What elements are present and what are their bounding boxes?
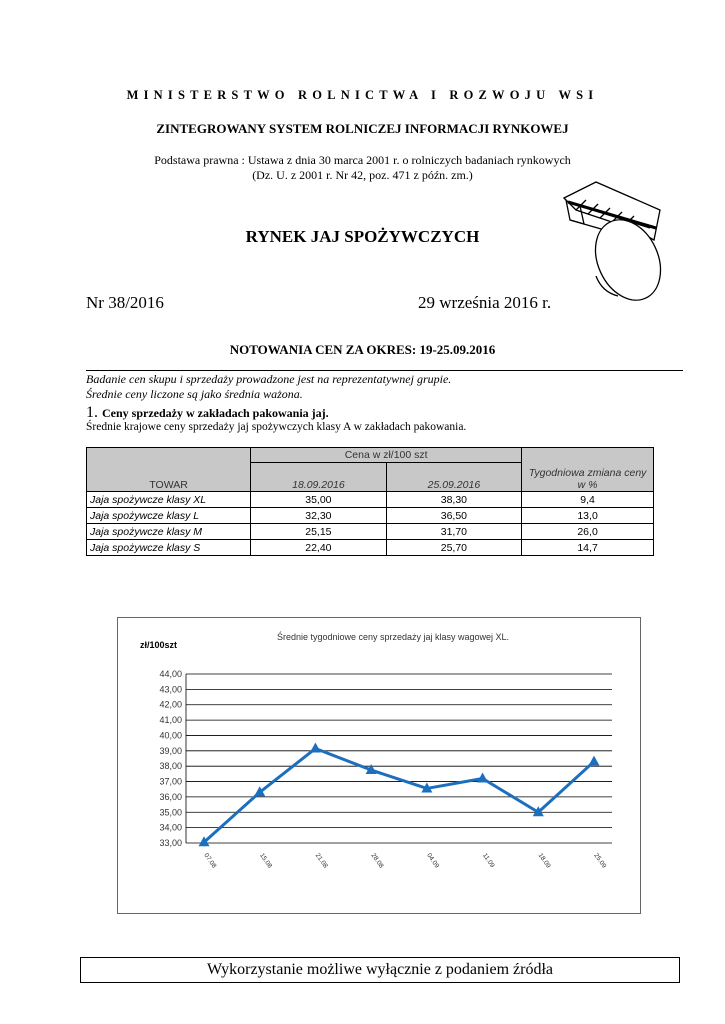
- y-tick-label: 35,00: [159, 807, 182, 818]
- x-tick-label: 21.08: [313, 852, 329, 870]
- x-tick-label: 04.09: [425, 852, 441, 870]
- footer-notice: Wykorzystanie możliwe wyłącznie z podaniem źródła: [80, 957, 680, 983]
- section-description: Średnie krajowe ceny sprzedaży jaj spożywczych klasy A w zakładach pakowania.: [86, 421, 467, 433]
- x-tick-label: 18.09: [536, 852, 552, 870]
- price-current: 38,30: [386, 492, 522, 508]
- legal-basis: [0, 153, 725, 183]
- table-row: [87, 524, 654, 540]
- report-title: RYNEK JAJ SPOŻYWCZYCH: [245, 227, 480, 246]
- price-current: 25,70: [386, 540, 522, 556]
- table-row: [87, 540, 654, 556]
- price-chart: [118, 618, 640, 913]
- report-number: Nr 38/2016: [86, 293, 164, 312]
- system-name: ZINTEGROWANY SYSTEM ROLNICZEJ INFORMACJI RYNKOWEJ: [156, 121, 569, 136]
- product-name: Jaja spożywcze klasy XL: [87, 492, 251, 508]
- data-point-marker: [477, 772, 488, 782]
- price-prev: 35,00: [251, 492, 387, 508]
- price-change: 14,7: [522, 540, 654, 556]
- legal-basis-line2: (Dz. U. z 2001 r. Nr 42, poz. 471 z późn. zm.): [252, 168, 473, 182]
- col-price-group-header: Cena w zł/100 szt: [251, 448, 522, 463]
- table-row: [87, 492, 654, 508]
- y-tick-label: 43,00: [159, 684, 182, 695]
- y-tick-label: 38,00: [159, 761, 182, 772]
- data-point-marker: [589, 756, 600, 766]
- legal-basis-line1: Podstawa prawna : Ustawa z dnia 30 marca 2001 r. o rolniczych badaniach rynkowych: [154, 153, 571, 167]
- report-date: 29 września 2016 r.: [418, 293, 552, 312]
- col-change-header: Tygodniowa zmiana ceny w %: [522, 448, 654, 492]
- y-tick-label: 40,00: [159, 730, 182, 741]
- ministry-name: MINISTERSTWO ROLNICTWA I ROZWOJU WSI: [126, 88, 599, 102]
- section-title: Ceny sprzedaży w zakładach pakowania jaj.: [102, 406, 329, 420]
- product-name: Jaja spożywcze klasy L: [87, 508, 251, 524]
- price-change: 9,4: [522, 492, 654, 508]
- table-row: [87, 508, 654, 524]
- price-prev: 32,30: [251, 508, 387, 524]
- method-note-line1: Badanie cen skupu i sprzedaży prowadzone jest na reprezentatywnej grupie.: [86, 372, 452, 386]
- y-tick-label: 33,00: [159, 838, 182, 848]
- x-tick-label: 28.08: [369, 852, 385, 870]
- x-tick-label: 07.08: [202, 852, 218, 870]
- y-tick-label: 41,00: [159, 715, 182, 726]
- chart-ylabel: zł/100szt: [140, 640, 178, 650]
- x-tick-label: 25.09: [592, 852, 608, 870]
- price-table: [86, 447, 654, 556]
- price-prev: 22,40: [251, 540, 387, 556]
- section-number: 1.: [86, 404, 98, 421]
- price-change: 13,0: [522, 508, 654, 524]
- report-period: NOTOWANIA CEN ZA OKRES: 19-25.09.2016: [229, 342, 496, 357]
- chart-title: Średnie tygodniowe ceny sprzedaży jaj klasy wagowej XL.: [276, 632, 510, 642]
- y-tick-label: 42,00: [159, 699, 182, 710]
- y-tick-label: 44,00: [159, 669, 182, 679]
- y-tick-label: 39,00: [159, 745, 182, 756]
- price-current: 31,70: [386, 524, 522, 540]
- col-date1-header: 18.09.2016: [251, 463, 387, 492]
- chart-frame: [117, 617, 641, 914]
- price-change: 26,0: [522, 524, 654, 540]
- x-tick-label: 11.09: [480, 852, 496, 870]
- product-name: Jaja spożywcze klasy M: [87, 524, 251, 540]
- price-prev: 25,15: [251, 524, 387, 540]
- price-current: 36,50: [386, 508, 522, 524]
- product-name: Jaja spożywcze klasy S: [87, 540, 251, 556]
- col-product-header: TOWAR: [87, 448, 251, 492]
- divider: [86, 370, 683, 371]
- method-note: [86, 372, 451, 402]
- y-tick-label: 34,00: [159, 822, 182, 833]
- y-tick-label: 36,00: [159, 791, 182, 802]
- x-tick-label: 15.08: [258, 852, 274, 870]
- data-point-marker: [310, 743, 321, 753]
- section-heading: [86, 404, 329, 422]
- y-tick-label: 37,00: [159, 776, 182, 787]
- method-note-line2: Średnie ceny liczone są jako średnia ważona.: [86, 387, 303, 401]
- col-date2-header: 25.09.2016: [386, 463, 522, 492]
